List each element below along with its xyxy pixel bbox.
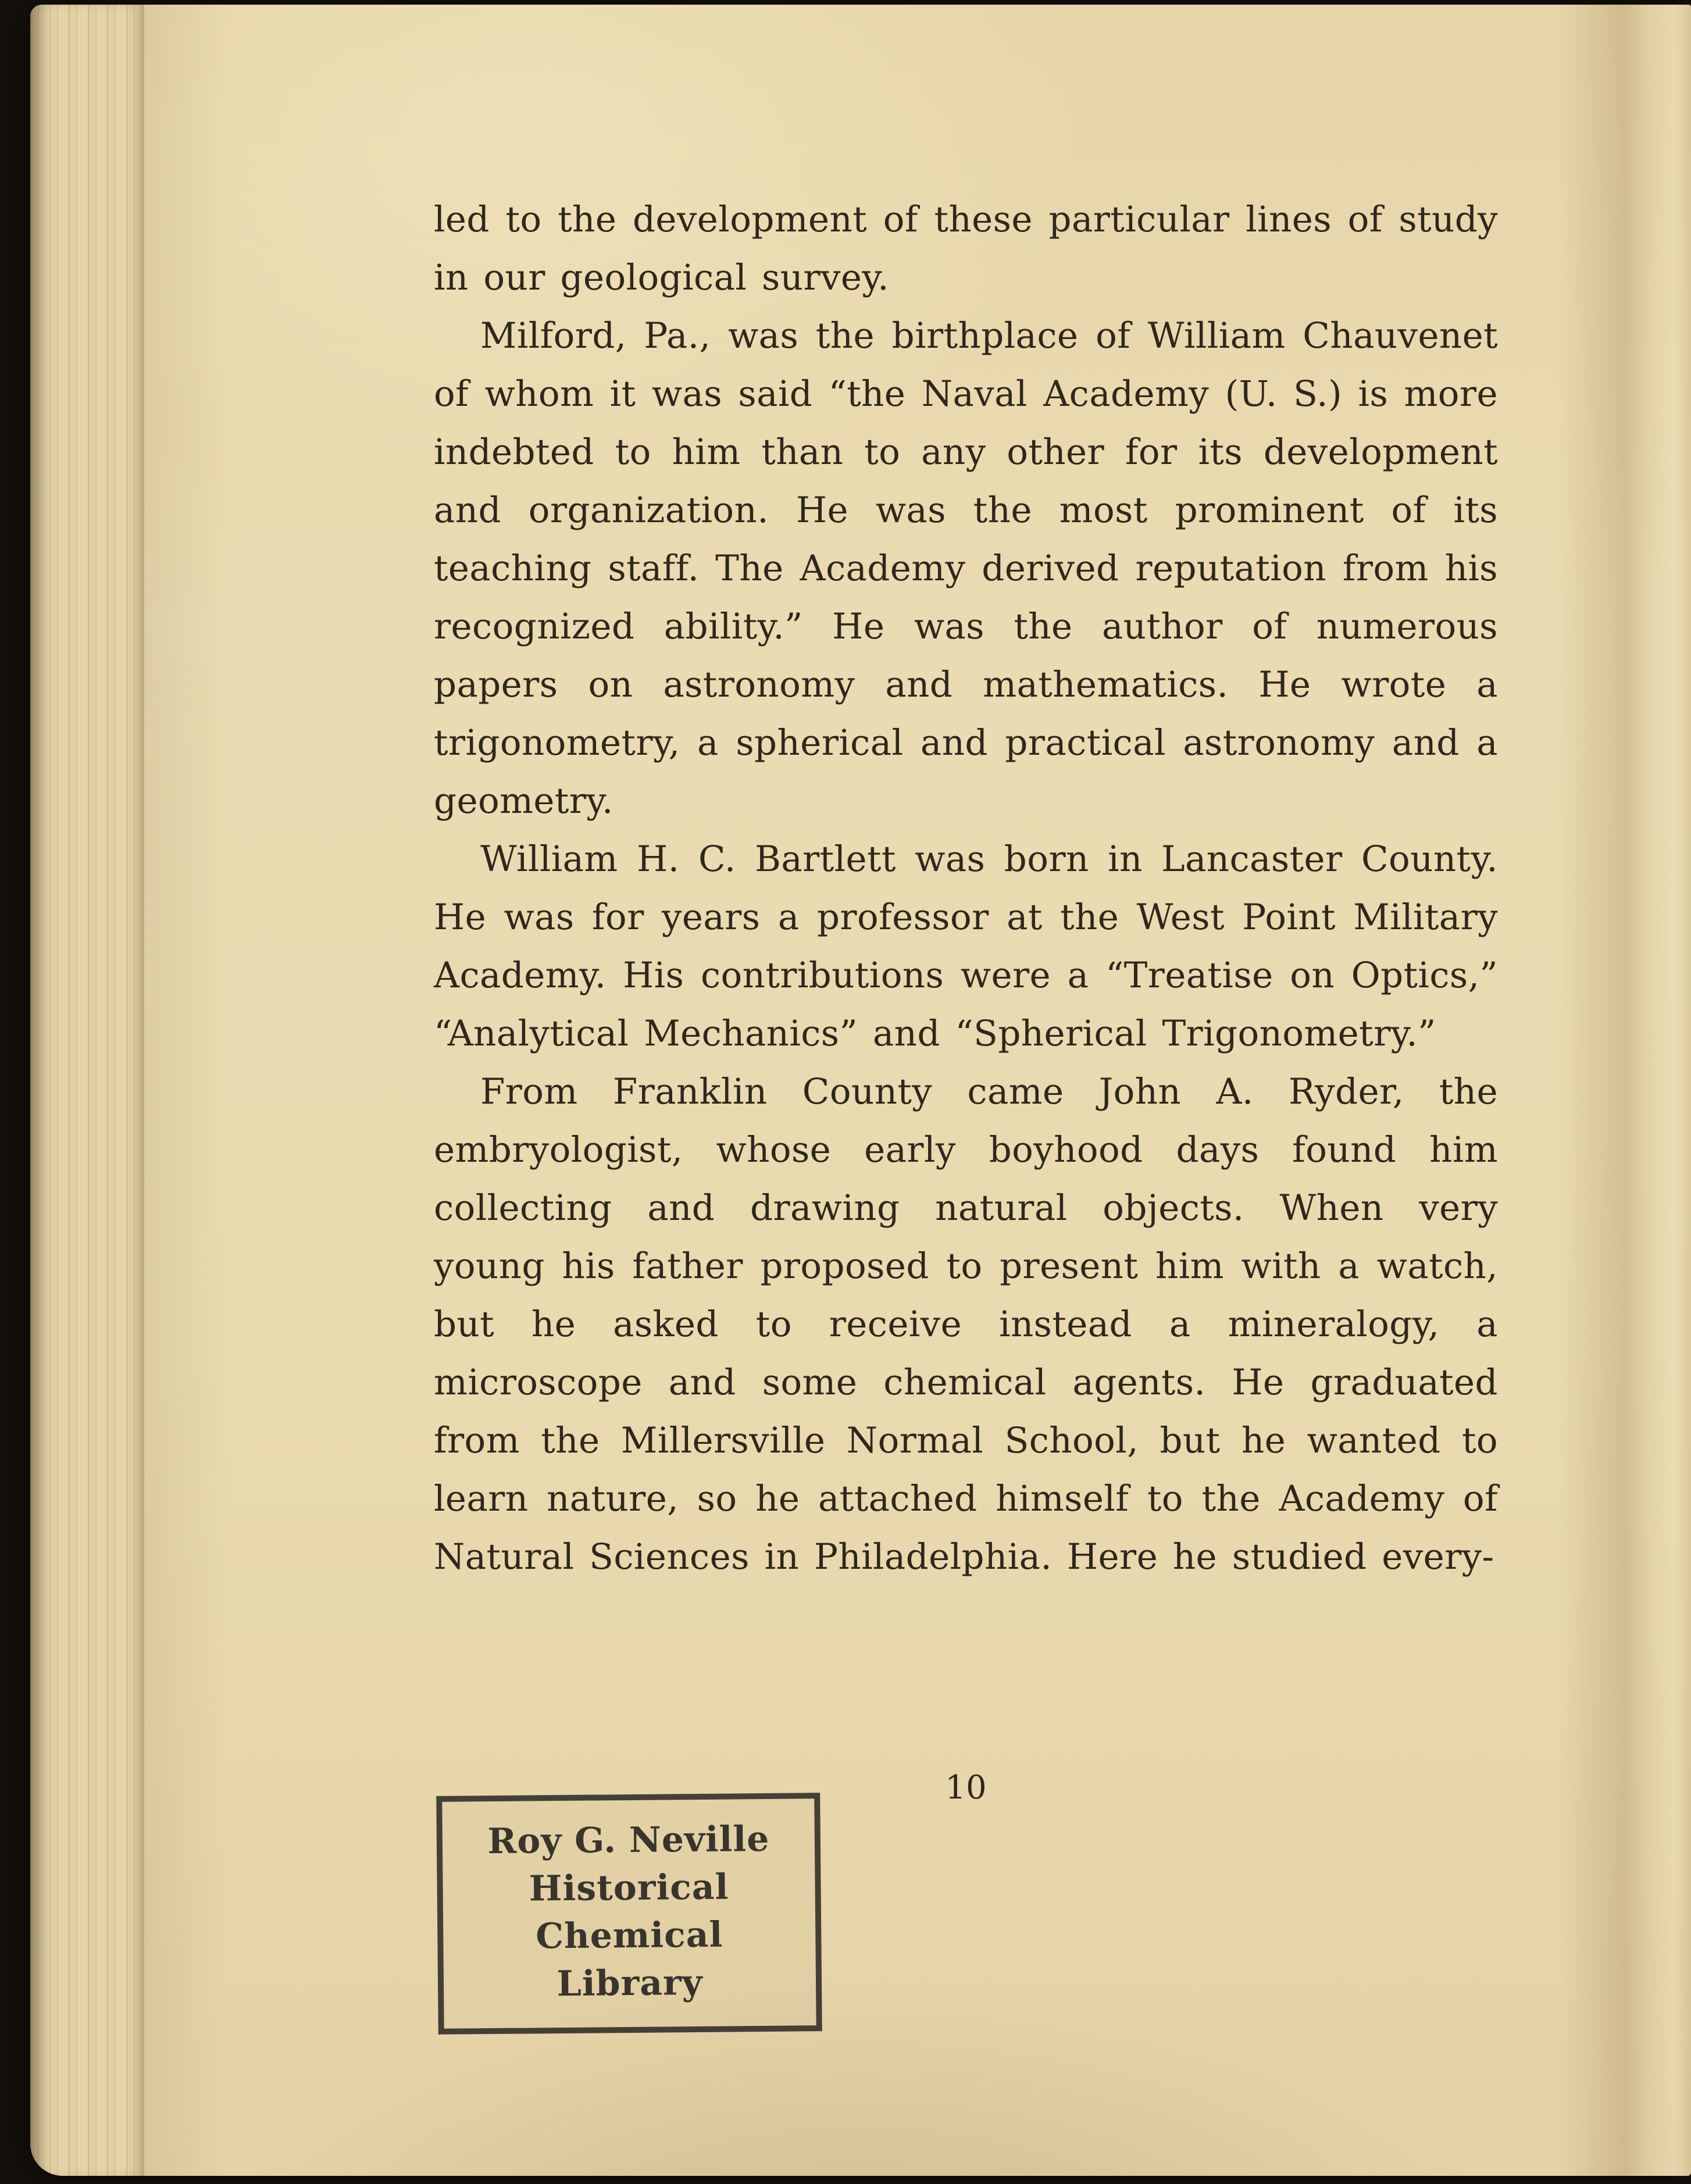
stamp-line: Historical (529, 1867, 729, 1910)
stamp-line: Roy G. Neville (487, 1818, 770, 1862)
book-page (30, 5, 1691, 2176)
library-stamp (436, 1793, 822, 2035)
paragraph: led to the development of these particular lines of study in our geological survey. (434, 199, 1498, 298)
page-number: 10 (945, 1769, 987, 1807)
stamp-line: Chemical (536, 1914, 723, 1957)
stamp-line: Library (556, 1962, 703, 2005)
paragraph: Milford, Pa., was the birthplace of William Chauvenet of whom it was said “the Naval Academy (U. S.) is more indebted to him than to any other for its development and organization. He was the most prominent of its teaching staff. The Academy derived reputation from his recognized ability.” He was the author of numerous papers on astronomy and mathematics. He wrote a trigonometry, a spherical and practical astronomy and a geometry. (434, 315, 1498, 822)
page-edges (30, 5, 144, 2176)
paragraph: William H. C. Bartlett was born in Lancaster County. He was for years a professor at the West Point Military Academy. His contributions were a “Treatise on Optics,” “Analytical Mechanics” and “Spherical Trigonometry.” (434, 838, 1498, 1054)
body-text (434, 191, 1498, 1586)
paragraph: From Franklin County came John A. Ryder, the embryologist, whose early boyhood days found him collecting and drawing natural objects. When very young his father proposed to present him with a watch, but he asked to receive instead a mineralogy, a microscope and some chemical agents. He graduated from the Millersville Normal School, but he wanted to learn nature, so he attached himself to the Academy of Natural Sciences in Philadelphia. Here he studied every- (434, 1071, 1498, 1578)
